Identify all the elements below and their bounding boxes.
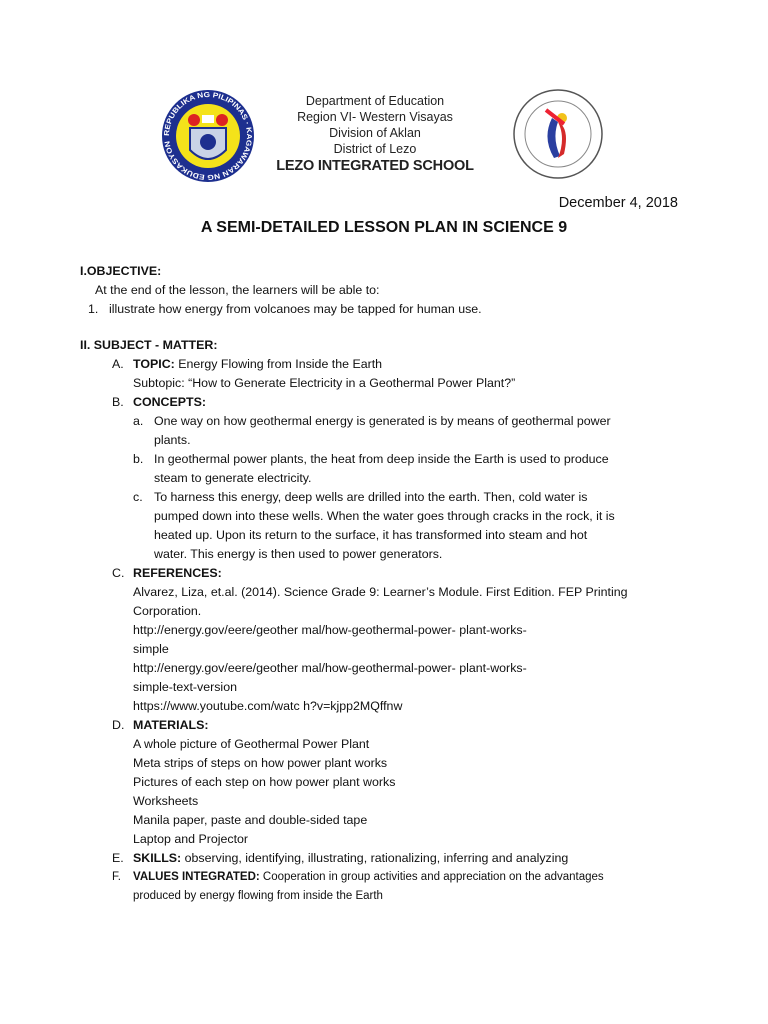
concept-line: pumped down into these wells. When the water goes through cracks in the rock, it is: [154, 509, 615, 523]
objective-heading: I.OBJECTIVE:: [80, 264, 162, 278]
reference-url[interactable]: simple: [133, 642, 169, 656]
material-item: A whole picture of Geothermal Power Plant: [133, 737, 370, 751]
concept-line: heated up. Upon its return to the surface, it has transformed into steam and hot: [154, 528, 588, 542]
concept-item: [80, 488, 700, 564]
letterhead-line: Region VI- Western Visayas: [297, 110, 453, 124]
subtopic: Subtopic: “How to Generate Electricity in a Geothermal Power Plant?”: [133, 376, 516, 390]
concepts-section: [80, 393, 700, 412]
reference-line: Corporation.: [133, 604, 202, 618]
skills-text: observing, identifying, illustrating, rationalizing, inferring and analyzing: [181, 851, 569, 865]
materials-label: MATERIALS:: [133, 718, 209, 732]
lesson-body: [80, 262, 700, 906]
letterhead-line: Division of Aklan: [329, 126, 421, 140]
material-item: Pictures of each step on how power plant works: [133, 775, 396, 789]
skills-section: [80, 849, 700, 868]
references-label: REFERENCES:: [133, 566, 222, 580]
letterhead: [250, 93, 500, 174]
topic-section: [80, 355, 700, 374]
materials-section: [80, 716, 700, 735]
subject-heading: II. SUBJECT - MATTER:: [80, 338, 218, 352]
section-marker: C.: [112, 566, 125, 580]
reference-url[interactable]: simple-text-version: [133, 680, 237, 694]
topic-label: TOPIC:: [133, 357, 175, 371]
document-title: A SEMI-DETAILED LESSON PLAN IN SCIENCE 9: [200, 219, 568, 236]
section-marker: A.: [112, 357, 124, 371]
reference-url[interactable]: http://energy.gov/eere/geother mal/how-geothermal-power- plant-works-: [133, 623, 527, 637]
values-section: [80, 868, 700, 906]
item-text: illustrate how energy from volcanoes may be tapped for human use.: [109, 302, 482, 316]
section-marker: F.: [112, 871, 121, 883]
concept-line: In geothermal power plants, the heat from deep inside the Earth is used to produce: [154, 452, 609, 466]
item-marker: b.: [133, 452, 144, 466]
deped-seal-logo: [160, 88, 256, 184]
letterhead-line: Department of Education: [305, 94, 445, 108]
material-item: Meta strips of steps on how power plant works: [133, 756, 388, 770]
concept-line: One way on how geothermal energy is generated is by means of geothermal power: [154, 414, 611, 428]
seal-ring-text-path: REPUBLIKA NG PILIPINAS · KAGAWARAN NG EDUKASYON: [161, 89, 255, 183]
lezo-school-logo: [512, 88, 604, 180]
material-item: Worksheets: [133, 794, 199, 808]
skills-label: SKILLS:: [133, 851, 182, 865]
item-marker: 1.: [88, 302, 99, 316]
values-text: Cooperation in group activities and appreciation on the advantages: [259, 871, 604, 883]
references-section: [80, 564, 700, 583]
section-marker: B.: [112, 395, 124, 409]
concept-line: steam to generate electricity.: [154, 471, 312, 485]
concept-line: plants.: [154, 433, 191, 447]
item-marker: a.: [133, 414, 144, 428]
letterhead-line: District of Lezo: [333, 142, 417, 156]
material-item: Manila paper, paste and double-sided tape: [133, 813, 368, 827]
concept-item: [80, 412, 700, 450]
date: December 4, 2018: [558, 195, 678, 211]
school-name: LEZO INTEGRATED SCHOOL: [276, 158, 474, 174]
topic-text: Energy Flowing from Inside the Earth: [174, 357, 383, 371]
section-marker: E.: [112, 851, 124, 865]
values-label: VALUES INTEGRATED:: [133, 871, 260, 883]
objective-item: [80, 300, 700, 319]
objective-intro: At the end of the lesson, the learners will be able to:: [95, 283, 380, 297]
section-marker: D.: [112, 718, 125, 732]
concept-item: [80, 450, 700, 488]
values-text-2: produced by energy flowing from inside the Earth: [133, 890, 383, 902]
reference-url[interactable]: http://energy.gov/eere/geother mal/how-geothermal-power- plant-works-: [133, 661, 527, 675]
concepts-label: CONCEPTS:: [133, 395, 206, 409]
item-marker: c.: [133, 490, 143, 504]
reference-url[interactable]: https://www.youtube.com/watc h?v=kjpp2MQffnw: [133, 699, 403, 713]
reference-line: Alvarez, Liza, et.al. (2014). Science Grade 9: Learner’s Module. First Edition. FEP Printing: [133, 585, 628, 599]
material-item: Laptop and Projector: [133, 832, 249, 846]
concept-line: water. This energy is then used to power generators.: [154, 547, 443, 561]
concept-line: To harness this energy, deep wells are drilled into the earth. Then, cold water is: [154, 490, 588, 504]
